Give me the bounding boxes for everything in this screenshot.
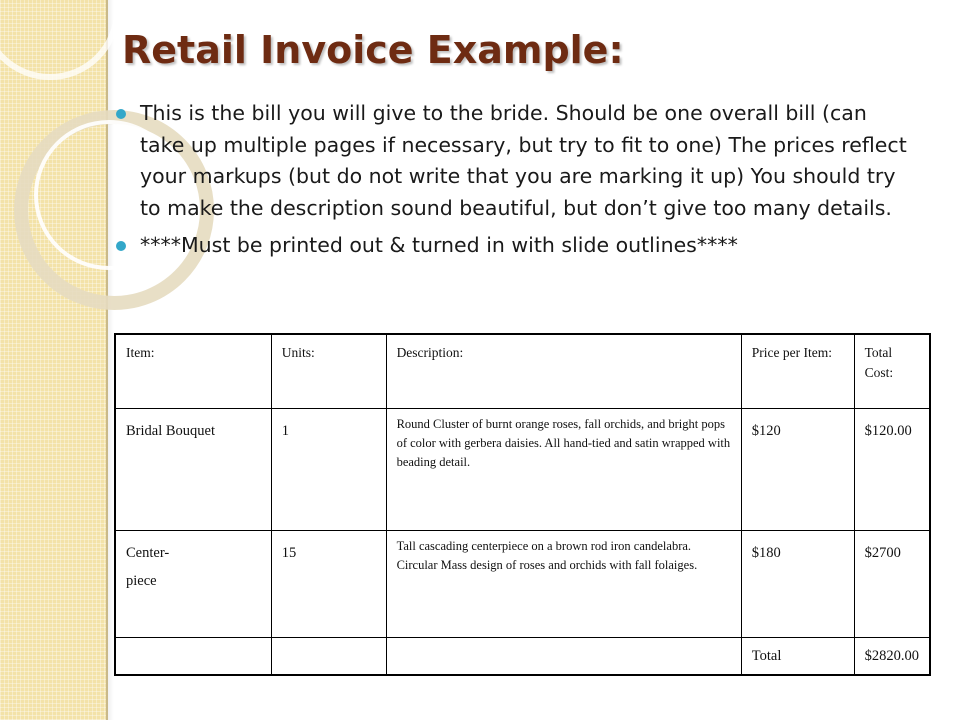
table-header-row [115, 334, 930, 409]
bullet-dot-icon [116, 109, 126, 119]
empty-cell [115, 637, 271, 675]
item-price: $180 [741, 530, 854, 637]
header-total: Total Cost: [854, 334, 930, 409]
bullet-item-print-note [110, 230, 910, 262]
item-units: 1 [271, 409, 386, 530]
table-row [115, 530, 930, 637]
header-description: Description: [386, 334, 741, 409]
item-name-line2: piece [126, 572, 157, 589]
header-item: Item: [115, 334, 271, 409]
grand-total: $2820.00 [854, 637, 930, 675]
empty-cell [271, 637, 386, 675]
item-description: Round Cluster of burnt orange roses, fall orchids, and bright pops of color with gerbera daisies. All hand-tied and satin wrapped with beading detail. [386, 409, 741, 530]
item-total: $2700 [854, 530, 930, 637]
item-price: $120 [741, 409, 854, 530]
header-price: Price per Item: [741, 334, 854, 409]
empty-cell [386, 637, 741, 675]
slide-title: Retail Invoice Example: [122, 28, 624, 72]
bullet-text: ****Must be printed out & turned in with slide outlines**** [140, 233, 738, 257]
item-description: Tall cascading centerpiece on a brown rod iron candelabra. Circular Mass design of roses and orchids with fall folaiges. [386, 530, 741, 637]
bullet-text: This is the bill you will give to the bride. Should be one overall bill (can take up multiple pages if necessary, but try to fit to one) The prices reflect your markups (but do not write that you are marking it up) You should try to make the description sound beautiful, but don’t give too many details. [140, 101, 907, 220]
total-label: Total [741, 637, 854, 675]
item-total: $120.00 [854, 409, 930, 530]
item-name: Bridal Bouquet [115, 409, 271, 530]
table-total-row [115, 637, 930, 675]
bullet-dot-icon [116, 241, 126, 251]
bullet-item-instructions [110, 98, 910, 224]
bullet-list [110, 98, 910, 262]
item-units: 15 [271, 530, 386, 637]
table-row [115, 409, 930, 530]
header-units: Units: [271, 334, 386, 409]
invoice-table [114, 333, 931, 676]
item-name-line1: Center- [126, 544, 170, 561]
decorative-side-band [0, 0, 106, 720]
item-name [115, 530, 271, 637]
